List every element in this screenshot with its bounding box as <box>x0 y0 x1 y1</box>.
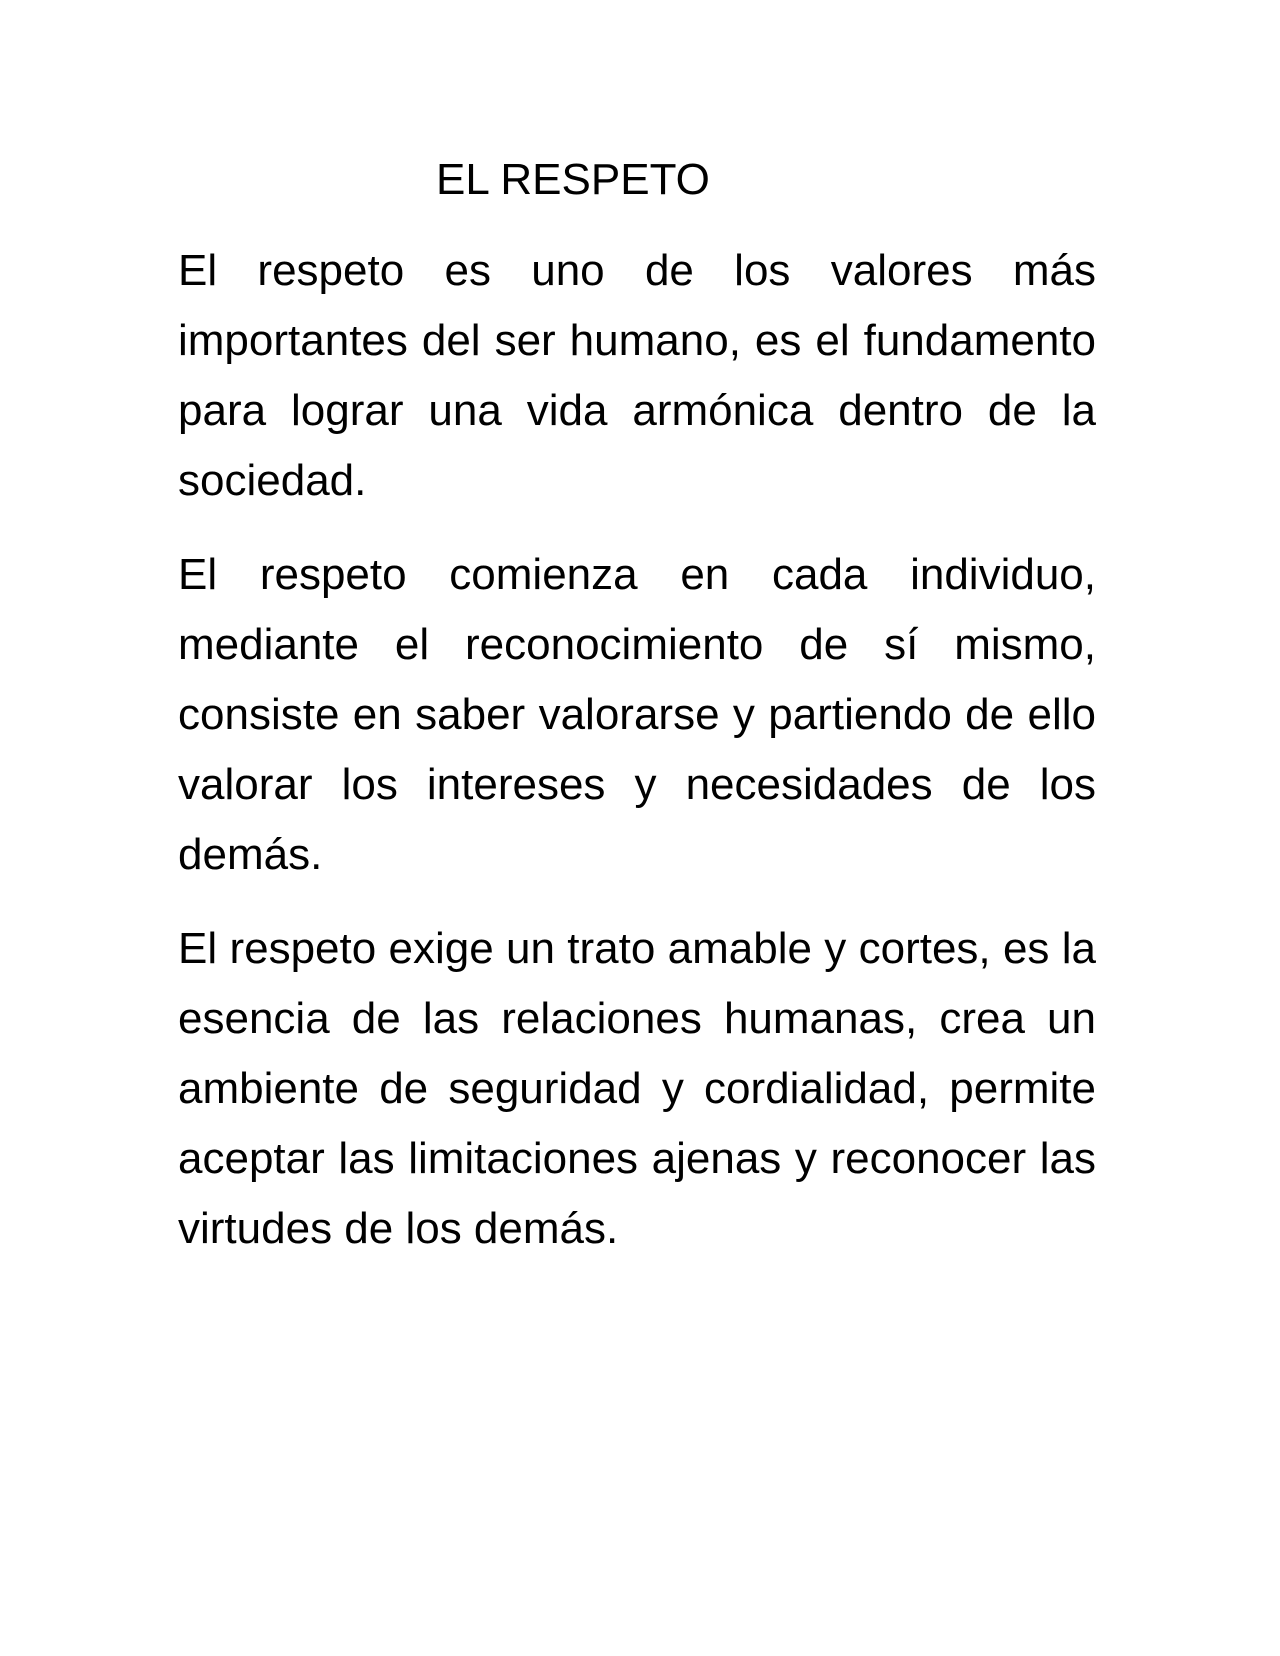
paragraph-3: El respeto exige un trato amable y cortes, es la esencia de las relaciones humanas, crea un ambiente de seguridad y cordialidad, permite aceptar las limitaciones ajenas y reconocer las virtudes de los demás. <box>178 924 1096 1253</box>
document-title: EL RESPETO <box>436 155 710 204</box>
paragraph-1: El respeto es uno de los valores más importantes del ser humano, es el fundamento para lograr una vida armónica dentro de la sociedad. <box>178 246 1096 505</box>
paragraph-2: El respeto comienza en cada individuo, mediante el reconocimiento de sí mismo, consiste en saber valorarse y partiendo de ello valorar los intereses y necesidades de los demás. <box>178 550 1096 879</box>
document-body <box>178 236 1096 1288</box>
